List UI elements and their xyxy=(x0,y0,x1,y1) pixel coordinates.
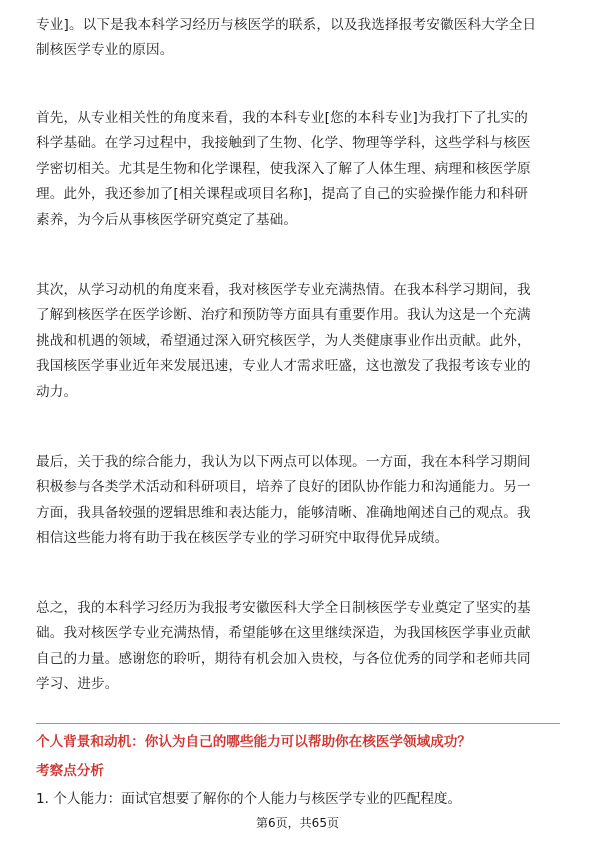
text-line: 总之，我的本科学习经历为我报考安徽医科大学全日制核医学专业奠定了坚实的基 xyxy=(36,600,531,616)
text-line: 制核医学专业的原因。 xyxy=(36,42,174,59)
text-line: 理。此外，我还参加了[相关课程或项目名称]，提高了自己的实验操作能力和科研 xyxy=(36,186,528,203)
text-line: 专业]。以下是我本科学习经历与核医学的联系，以及我选择报考安徽医科大学全日 xyxy=(36,17,537,33)
text-line: 了解到核医学在医学诊断、治疗和预防等方面具有重要作用。我认为这是一个充满 xyxy=(36,307,531,324)
text-line: 学密切相关。尤其是生物和化学课程，使我深入了解了人体生理、病理和核医学原 xyxy=(36,160,531,177)
page-number-footer: 第6页，共65页 xyxy=(256,816,339,830)
text-line: 科学基础。在学习过程中，我接触到了生物、化学、物理等学科，这些学科与核医 xyxy=(36,135,531,152)
analysis-point: 1. 个人能力：面试官想要了解你的个人能力与核医学专业的匹配程度。 xyxy=(36,791,462,807)
paragraph-motivation xyxy=(36,278,560,405)
text-line: 方面，我具备较强的逻辑思维和表达能力，能够清晰、准确地阐述自己的观点。我 xyxy=(36,504,531,521)
text-line: 挑战和机遇的领域，希望通过深入研究核医学，为人类健康事业作出贡献。此外， xyxy=(36,332,531,349)
section-divider xyxy=(36,723,560,724)
analysis-section-title: 考察点分析 xyxy=(36,763,104,779)
paragraph-intro-continuation xyxy=(36,13,560,64)
text-line: 自己的力量。感谢您的聆听，期待有机会加入贵校，与各位优秀的同学和老师共同 xyxy=(36,650,531,667)
text-line: 学习、进步。 xyxy=(36,676,119,693)
text-line: 础。我对核医学专业充满热情，希望能够在这里继续深造，为我国核医学事业贡献 xyxy=(36,625,531,642)
text-line: 素养，为今后从事核医学研究奠定了基础。 xyxy=(36,211,298,228)
text-line: 我国核医学事业近年来发展迅速，专业人才需求旺盛，这也激发了我报考该专业的 xyxy=(36,358,531,375)
text-line: 动力。 xyxy=(36,383,78,400)
text-line: 积极参与各类学术活动和科研项目，培养了良好的团队协作能力和沟通能力。另一 xyxy=(36,479,531,496)
paragraph-abilities xyxy=(36,450,560,552)
text-line: 相信这些能力将有助于我在核医学专业的学习研究中取得优异成绩。 xyxy=(36,530,449,547)
paragraph-major-relevance xyxy=(36,106,560,233)
text-line: 最后，关于我的综合能力，我认为以下两点可以体现。一方面，我在本科学习期间 xyxy=(36,454,531,470)
interview-question: 个人背景和动机：你认为自己的哪些能力可以帮助你在核医学领域成功？ xyxy=(36,734,471,750)
paragraph-conclusion xyxy=(36,596,560,698)
text-line: 其次，从学习动机的角度来看，我对核医学专业充满热情。在我本科学习期间，我 xyxy=(36,282,531,298)
text-line: 首先，从专业相关性的角度来看，我的本科专业[您的本科专业]为我打下了扎实的 xyxy=(36,110,528,126)
